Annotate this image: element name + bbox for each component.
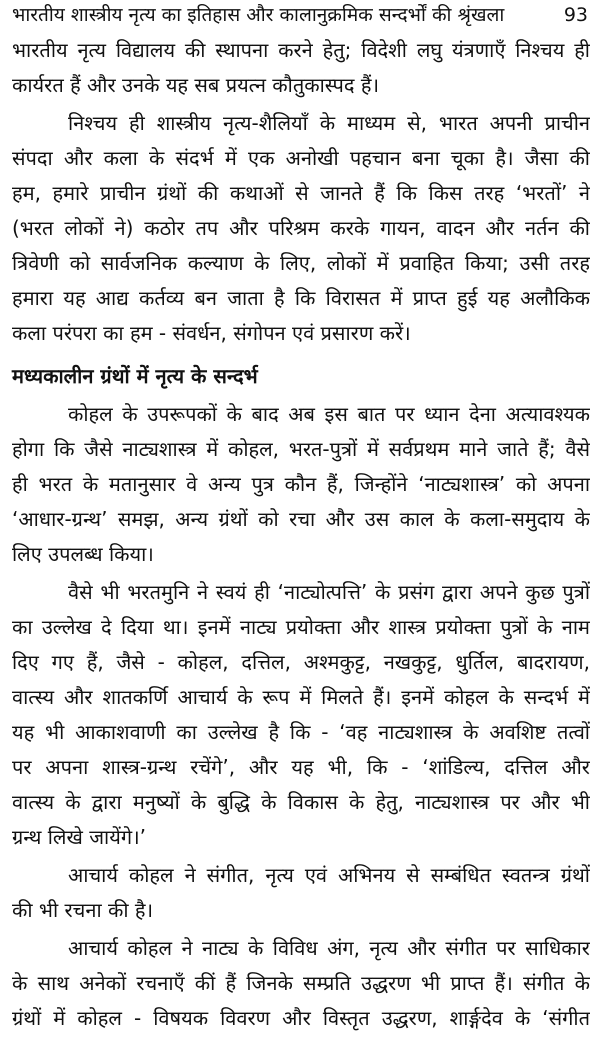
text-line: ही भरत के मतानुसार वे अन्य पुत्र कौन हैं, जिन्होंने ‘नाट्यशास्त्र’ को अपना <box>12 472 590 496</box>
text-line: ‘आधार-ग्रन्थ’ समझ, अन्य ग्रंथों को रचा और उस काल के कला-समुदाय के <box>12 507 590 531</box>
running-header <box>12 0 588 30</box>
text-line: कला परंपरा का हम - संवर्धन, संगोपन एवं प्रसारण करें। <box>12 321 411 345</box>
paragraph <box>12 397 590 572</box>
paragraph <box>12 33 590 103</box>
section-heading: मध्यकालीन ग्रंथों में नृत्य के सन्दर्भ <box>12 364 258 388</box>
text-line: त्रिवेणी को सार्वजनिक कल्याण के लिए, लोकों में प्रवाहित किया; उसी तरह <box>12 251 590 275</box>
paragraph <box>12 931 590 1036</box>
text-line: (भरत लोकों ने) कठोर तप और परिश्रम करके गायन, वादन और नर्तन की <box>12 216 590 240</box>
paragraph <box>12 575 590 855</box>
paragraph <box>12 858 590 928</box>
text-line: लिए उपलब्ध किया। <box>12 542 154 566</box>
text-line: संपदा और कला के संदर्भ में एक अनोखी पहचान बना चूका है। जैसा की <box>12 146 590 170</box>
text-line: हम, हमारे प्राचीन ग्रंथों की कथाओं से जानते हैं कि किस तरह ‘भरतों’ ने <box>12 181 590 205</box>
text-line: का उल्लेख दे दिया था। इनमें नाट्य प्रयोक्ता और शास्त्र प्रयोक्ता पुत्रों के नाम <box>12 615 590 639</box>
text-line: पर अपना शास्त्र-ग्रन्थ रचेंगे’, और यह भी, कि - ‘शांडिल्य, दत्तिल और <box>12 755 590 779</box>
text-line: ग्रंथों में कोहल - विषयक विवरण और विस्तृत उद्धरण, शार्ङ्गदेव के ‘संगीत <box>12 1006 590 1030</box>
text-line: दिए गए हैं, जैसे - कोहल, दत्तिल, अश्मकुट्ट, नखकुट्ट, धुर्तिल, बादरायण, <box>12 650 590 674</box>
text-line: कार्यरत हैं और उनके यह सब प्रयत्न कौतुकास्पद हैं। <box>12 73 380 97</box>
page-number: 93 <box>563 4 588 26</box>
text-line: होगा कि जैसे नाट्यशास्त्र में कोहल, भरत-पुत्रों में सर्वप्रथम माने जाते हैं; वैसे <box>12 437 590 461</box>
text-line: वैसे भी भरतमुनि ने स्वयं ही ‘नाट्योत्पत्ति’ के प्रसंग द्वारा अपने कुछ पुत्रों <box>68 580 590 604</box>
text-line: कोहल के उपरूपकों के बाद अब इस बात पर ध्यान देना अत्यावश्यक <box>68 402 590 426</box>
text-line: यह भी आकाशवाणी का उल्लेख है कि - ‘वह नाट्यशास्त्र के अवशिष्ट तत्वों <box>12 720 590 744</box>
text-line: निश्चय ही शास्त्रीय नृत्य-शैलियाँ के माध्यम से, भारत अपनी प्राचीन <box>68 111 590 135</box>
text-line: ग्रन्थ लिखे जायेंगे।’ <box>12 825 147 849</box>
text-line: की भी रचना की है। <box>12 898 154 922</box>
text-line: आचार्य कोहल ने नाट्य के विविध अंग, नृत्य और संगीत पर साधिकार <box>68 936 590 960</box>
running-title: भारतीय शास्त्रीय नृत्य का इतिहास और कालानुक्रमिक सन्दर्भों की श्रृंखला <box>12 4 505 26</box>
text-line: भारतीय नृत्य विद्यालय की स्थापना करने हेतु; विदेशी लघु यंत्रणाएँ निश्चय ही <box>12 38 590 62</box>
text-line: वात्स्य और शातकर्णि आचार्य के रूप में मिलते हैं। इनमें कोहल के सन्दर्भ में <box>12 685 590 709</box>
paragraph <box>12 106 590 351</box>
text-line: हमारा यह आद्य कर्तव्य बन जाता है कि विरासत में प्राप्त हुई यह अलौकिक <box>12 286 590 310</box>
text-line: के साथ अनेकों रचनाएँ कीं हैं जिनके सम्प्रति उद्धरण भी प्राप्त हैं। संगीत के <box>12 971 590 995</box>
text-line: वात्स्य के द्वारा मनुष्यों के बुद्धि के विकास के हेतु, नाट्यशास्त्र पर और भी <box>12 790 590 814</box>
page-body <box>12 33 590 1039</box>
text-line: आचार्य कोहल ने संगीत, नृत्य एवं अभिनय से सम्बंधित स्वतन्त्र ग्रंथों <box>68 863 590 887</box>
